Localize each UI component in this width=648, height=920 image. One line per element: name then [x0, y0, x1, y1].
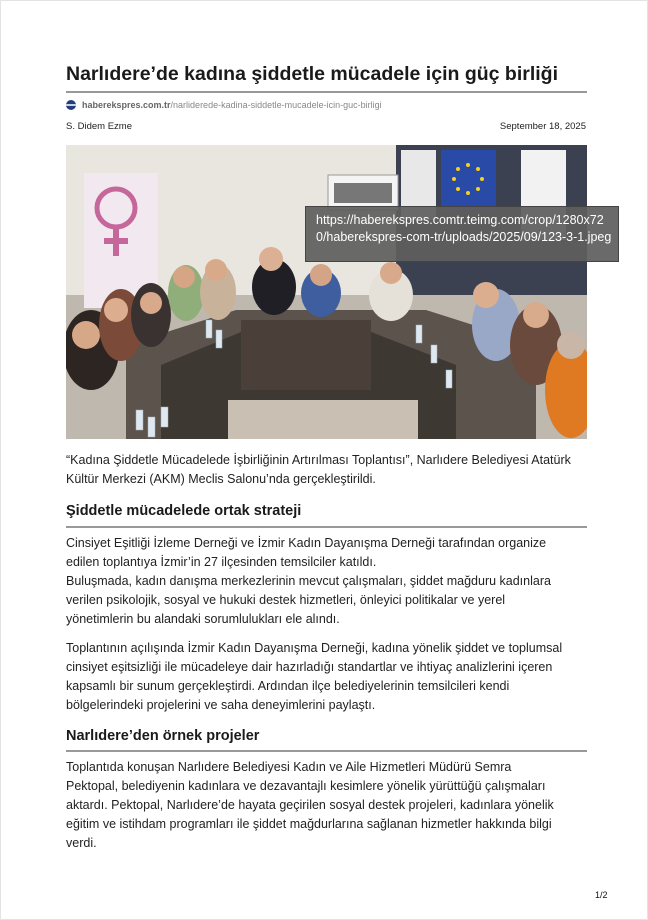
section-heading-strategy: Şiddetle mücadelede ortak strateji: [66, 503, 302, 519]
paragraph-line: bölgelerindeki projelerini ve saha deneyimlerini paylaştı.: [66, 698, 376, 712]
paragraph-line: Toplantıda konuşan Narlıdere Belediyesi Kadın ve Aile Hizmetleri Müdürü Semra: [66, 760, 512, 774]
paragraph-line: cinsiyet eşitsizliği ile mücadeleye dair hazırladığı standartlar ve ihtiyaç analizlerini içeren: [66, 660, 553, 674]
paragraph-3: [66, 758, 588, 853]
section-divider: [66, 750, 587, 752]
paragraph-line: Toplantının açılışında İzmir Kadın Dayanışma Derneği, kadına yönelik şiddet ve toplumsal: [66, 641, 563, 655]
section-heading-projects: Narlıdere’den örnek projeler: [66, 728, 260, 744]
paragraph-line: aktardı. Pektopal, Narlıdere’de hayata geçirilen sosyal destek projeleri, kadınlara yönelik: [66, 798, 554, 812]
article-title: Narlıdere’de kadına şiddetle mücadele için güç birliği: [66, 63, 558, 85]
source-url[interactable]: [66, 99, 382, 111]
image-url-tooltip: https://haberekspres.comtr.teimg.com/crop/1280x720/haberekspres-com-tr/uploads/2025/09/123-3-1.jpeg: [305, 206, 619, 262]
page-number: 1/2: [595, 890, 608, 900]
meeting-photo-illustration: [66, 145, 587, 439]
paragraph-line: edilen toplantıya İzmir’in 27 ilçesinden temsilciler katıldı.: [66, 555, 377, 569]
paragraph-2: [66, 639, 588, 715]
paragraph-line: Cinsiyet Eşitliği İzleme Derneği ve İzmir Kadın Dayanışma Derneği tarafından organize: [66, 536, 547, 550]
paragraph-1: [66, 534, 588, 629]
paragraph-line: verdi.: [66, 836, 97, 850]
globe-icon: [66, 100, 76, 110]
paragraph-line: kapsamlı bir sunum gerçekleştirdi. Ardından ilçe belediyelerinin temsilcileri kendi: [66, 679, 510, 693]
article-photo[interactable]: [66, 145, 587, 439]
author-name: S. Didem Ezme: [66, 121, 132, 132]
eu-flag: [441, 150, 496, 210]
paragraph-line: Pektopal, belediyenin kadınlara ve dezavantajlı kesimlere yönelik yürüttüğü çalışmaları: [66, 779, 546, 793]
publish-date: September 18, 2025: [499, 121, 586, 132]
photo-caption: “Kadına Şiddetle Mücadelede İşbirliğinin Artırılması Toplantısı”, Narlıdere Belediyesi Atatürk Kültür Merkezi (AKM) Meclis Salonu’nda gerçekleştirildi.: [66, 453, 571, 486]
source-path: /narliderede-kadina-siddetle-mucadele-icin-guc-birligi: [170, 100, 382, 110]
paragraph-line: Buluşmada, kadın danışma merkezlerinin mevcut çalışmaları, şiddet mağduru kadınlara: [66, 574, 551, 588]
section-divider: [66, 526, 587, 528]
paragraph-line: yönetimlerin bu alandaki sorumlulukları ele alındı.: [66, 612, 340, 626]
paragraph-line: verilen psikolojik, sosyal ve hukuki destek hizmetleri, önleyici politikalar ve yerel: [66, 593, 506, 607]
source-domain: haberekspres.com.tr: [82, 100, 171, 110]
paragraph-line: eğitim ve istihdam programları ile şiddet mağdurlarına sağlanan hizmetler hakkında bilgi: [66, 817, 552, 831]
title-divider: [66, 91, 587, 93]
